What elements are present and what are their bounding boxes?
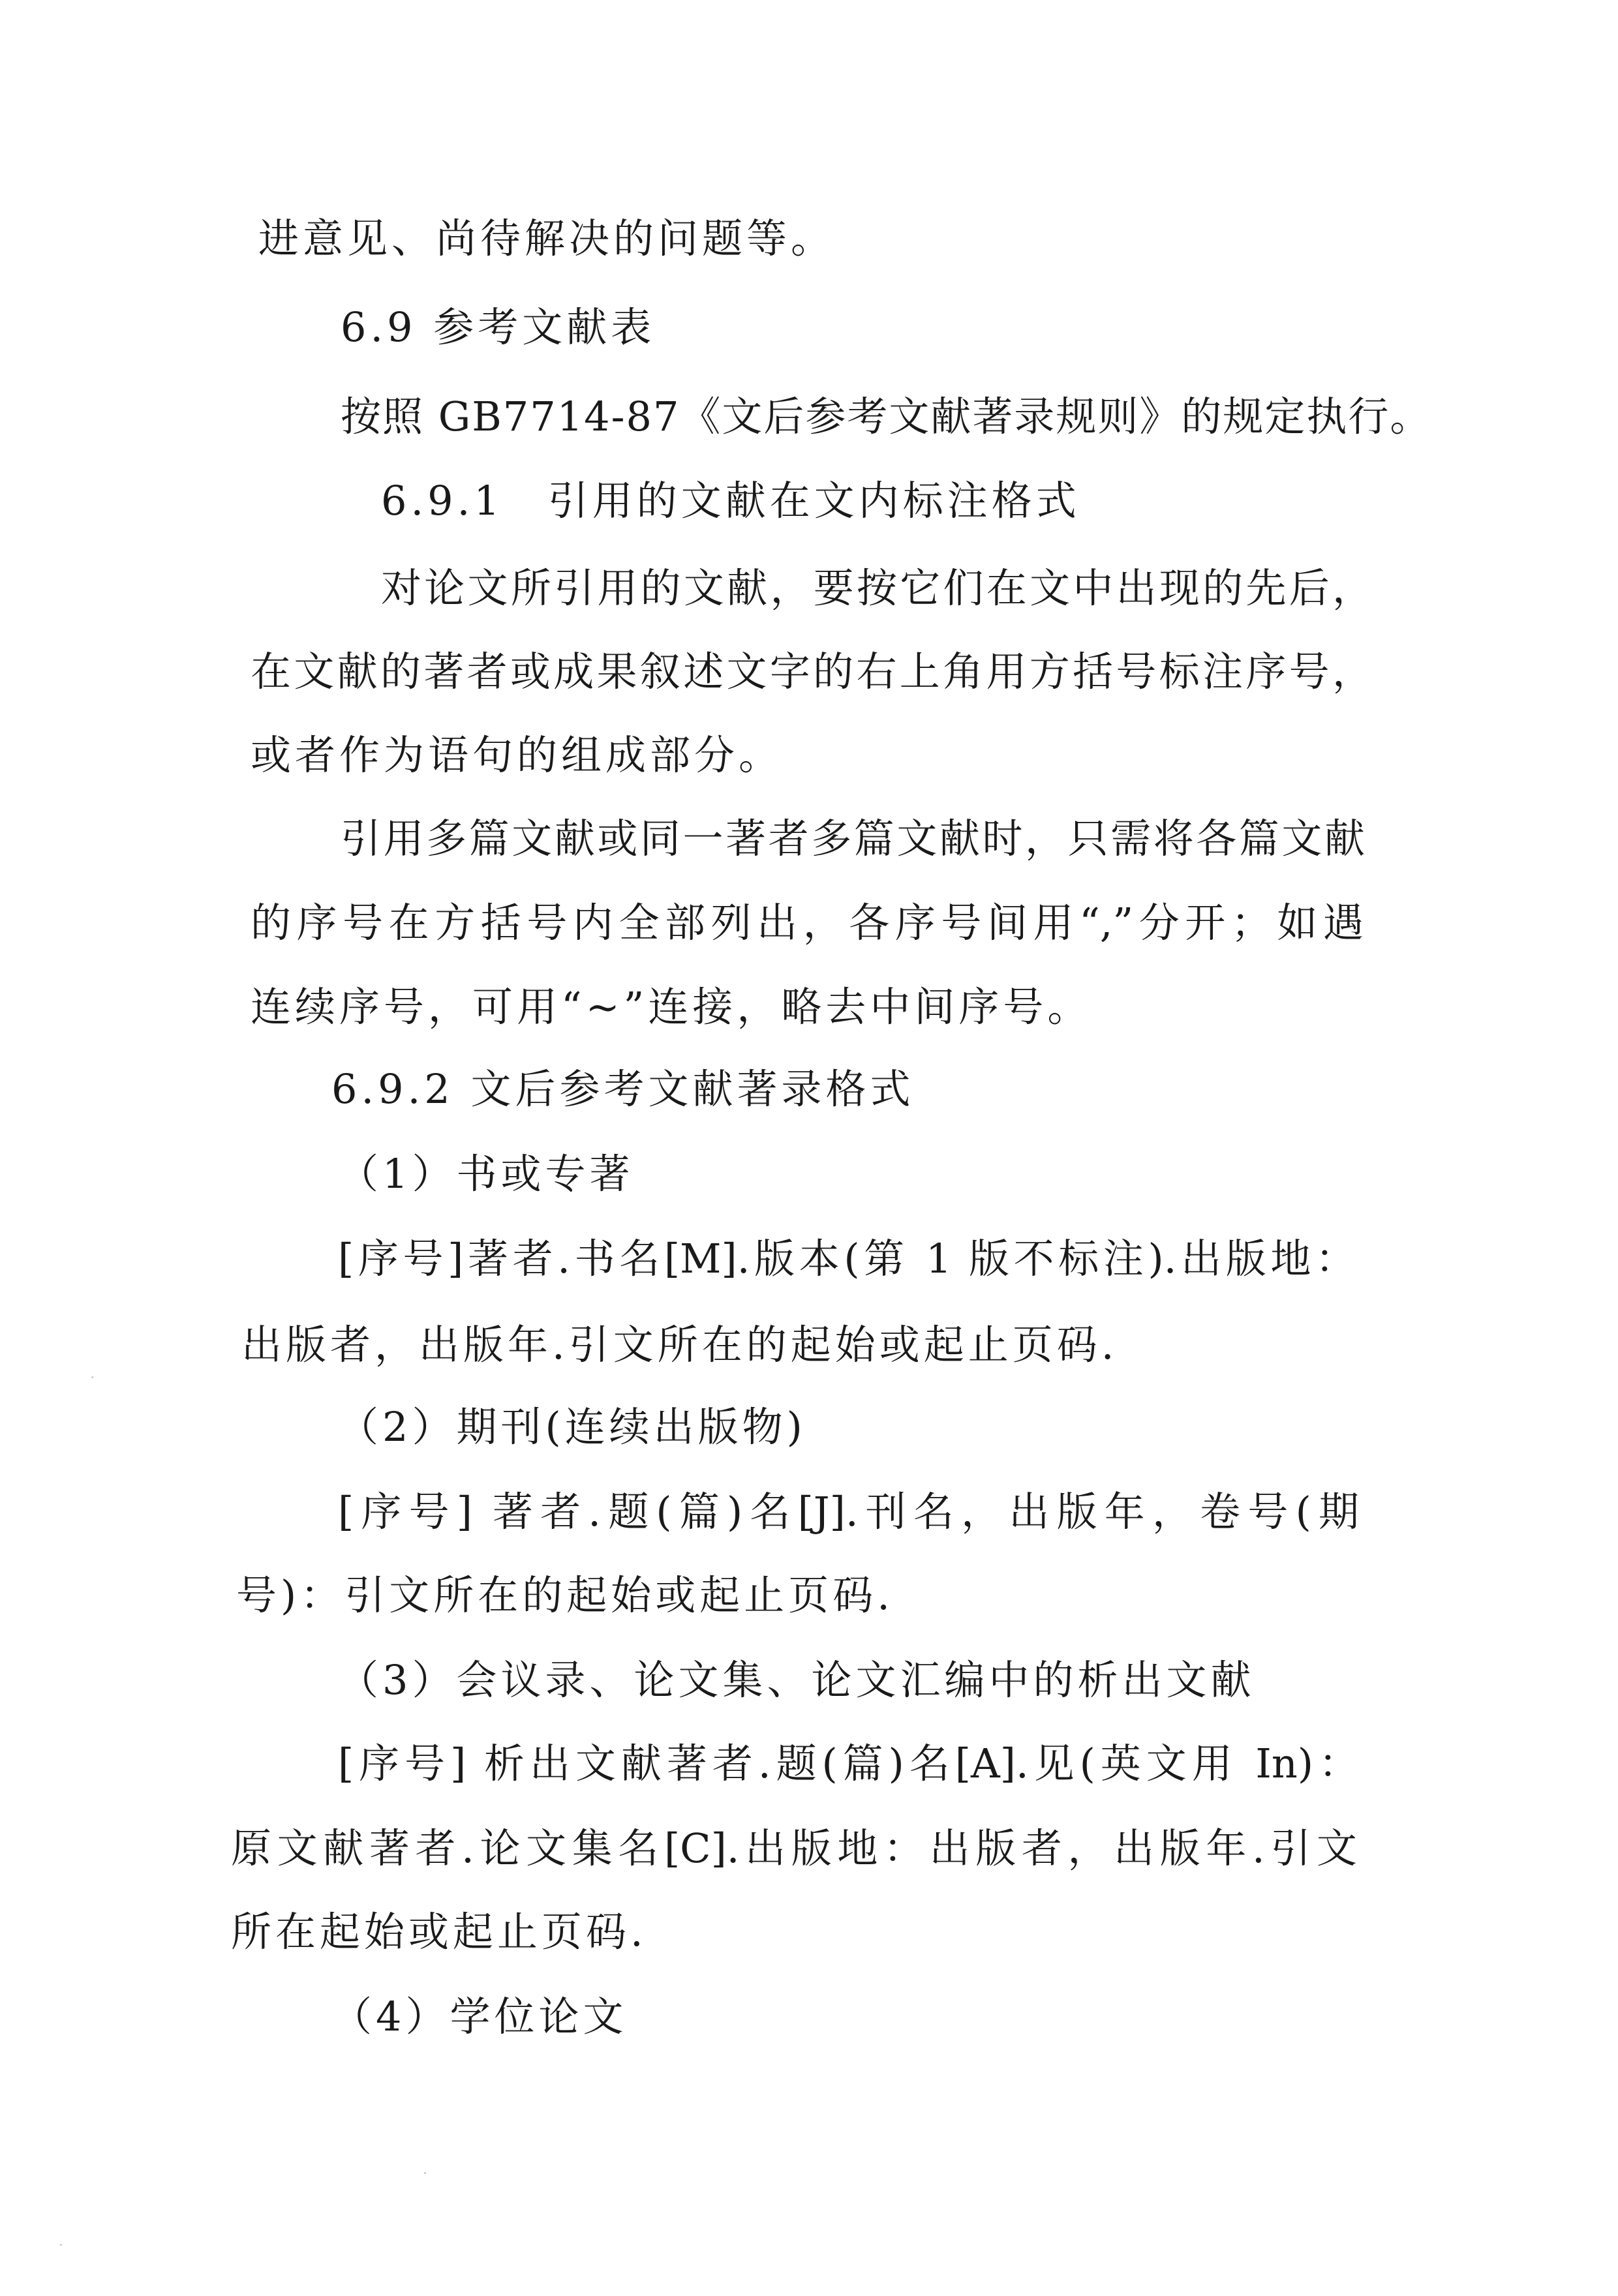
- text-line: 所在起始或起止页码.: [231, 1908, 647, 1956]
- text-line: 连续序号，可用“~”连接，略去中间序号。: [251, 983, 1092, 1031]
- scan-speck: [91, 1376, 93, 1378]
- text-line: 引用多篇文献或同一著者多篇文献时，只需将各篇文献: [341, 815, 1365, 862]
- text-line: [序号] 著者.题(篇)名[J].刊名，出版年，卷号(期: [338, 1488, 1359, 1535]
- list-heading: （2）期刊(连续出版物): [338, 1403, 806, 1451]
- scan-speck: [60, 2244, 62, 2246]
- text-line: 出版者，出版年.引文所在的起始或起止页码.: [241, 1321, 1118, 1368]
- scan-speck: [424, 2172, 426, 2174]
- text-line: 进意见、尚待解决的问题等。: [258, 215, 836, 262]
- text-line: 原文献著者.论文集名[C].出版地：出版者，出版年.引文: [231, 1824, 1357, 1872]
- section-heading: 6.9 参考文献表: [341, 303, 656, 351]
- section-heading: 6.9.1 引用的文献在文内标注格式: [381, 477, 1080, 524]
- list-heading: （4）学位论文: [331, 1993, 628, 2040]
- text-line: 的序号在方括号内全部列出，各序号间用“,”分开；如遇: [251, 899, 1364, 946]
- section-heading: 6.9.2 文后参考文献著录格式: [331, 1065, 915, 1113]
- text-line: [序号] 析出文献著者.题(篇)名[A].见(英文用 In)：: [338, 1740, 1359, 1787]
- text-line: 对论文所引用的文献，要按它们在文中出现的先后，: [381, 564, 1373, 612]
- text-line: 在文献的著者或成果叙述文字的右上角用方括号标注序号，: [251, 648, 1373, 695]
- text-line: 号)：引文所在的起始或起止页码.: [236, 1571, 894, 1619]
- list-heading: （3）会议录、论文集、论文汇编中的析出文献: [338, 1656, 1255, 1704]
- text-line: [序号]著者.书名[M].版本(第 1 版不标注).出版地：: [338, 1235, 1356, 1282]
- list-heading: （1）书或专著: [338, 1150, 634, 1198]
- text-line: 或者作为语句的组成部分。: [251, 731, 784, 779]
- text-line: 按照 GB7714-87《文后参考文献著录规则》的规定执行。: [341, 393, 1432, 440]
